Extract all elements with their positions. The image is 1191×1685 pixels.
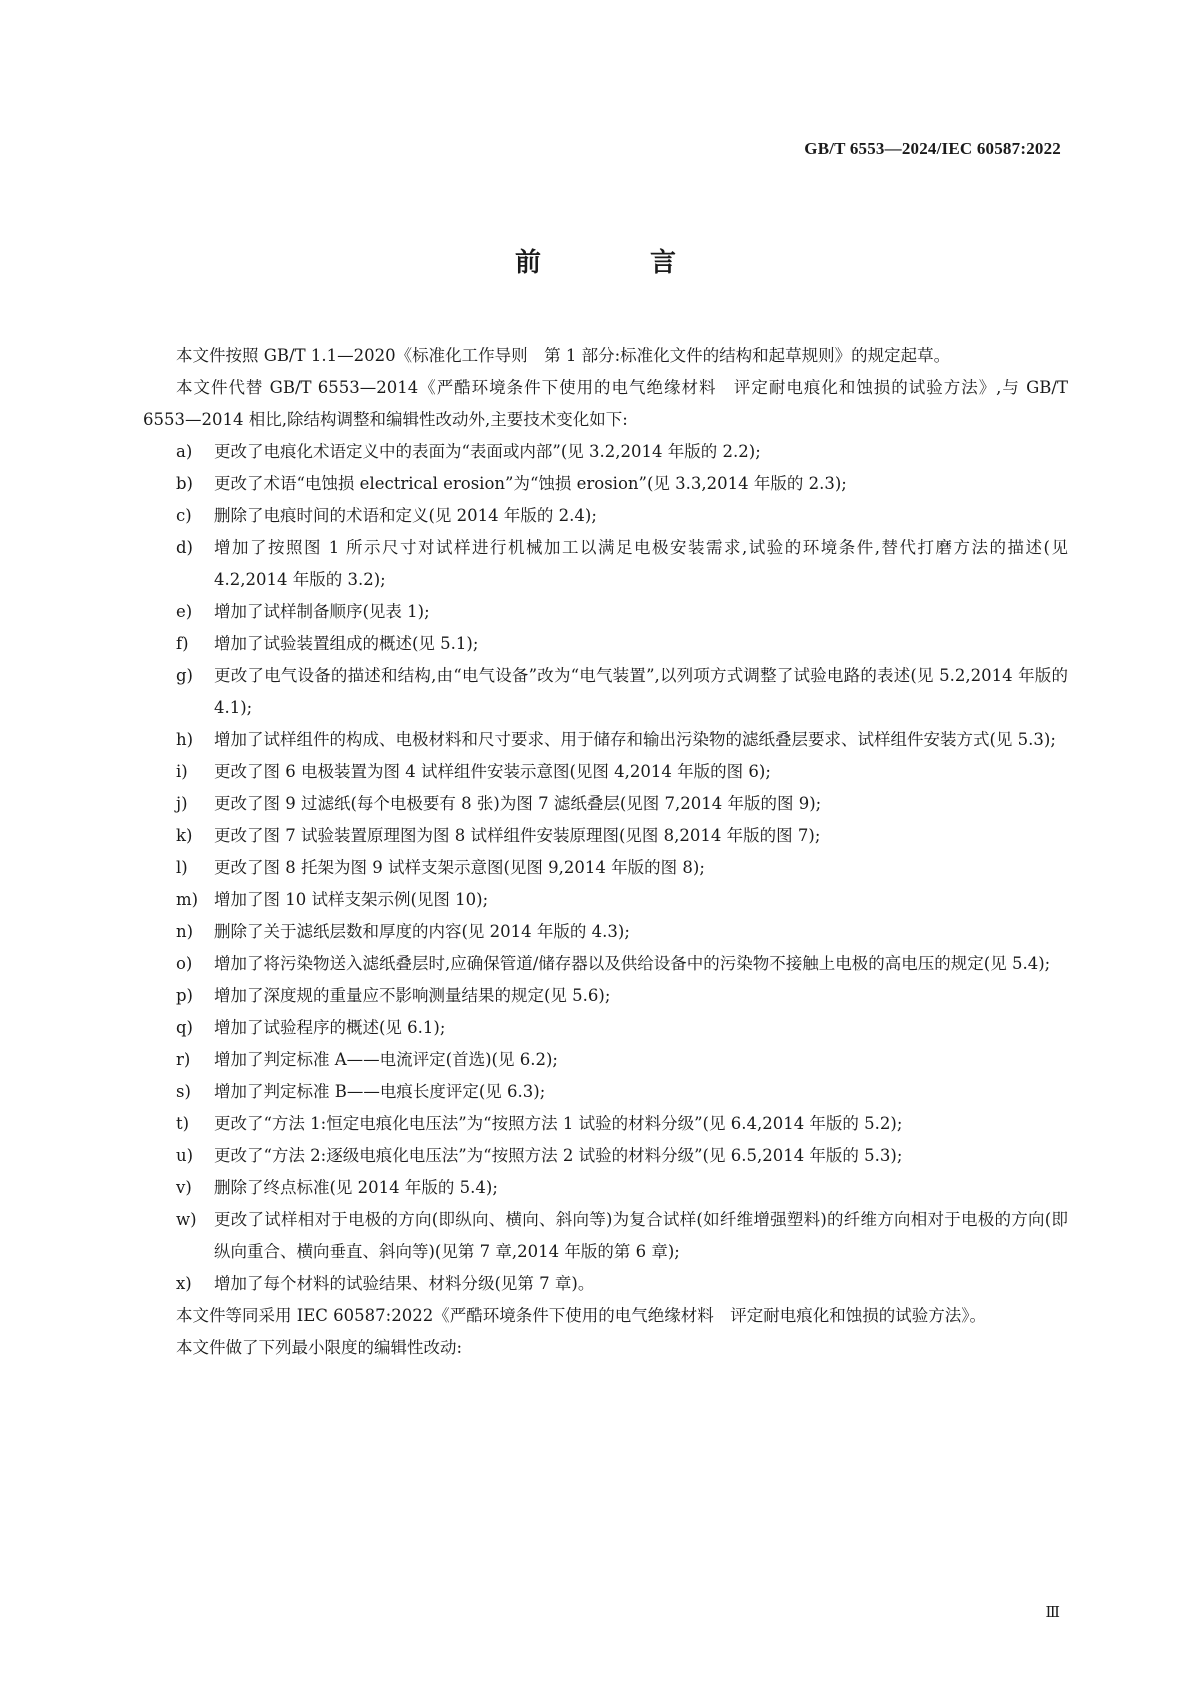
- list-marker: s): [176, 1082, 191, 1101]
- list-item-text: 增加了试样组件的构成、电极材料和尺寸要求、用于储存和输出污染物的滤纸叠层要求、试样组件安装方式(见 5.3);: [214, 730, 1056, 749]
- list-item-text: 更改了图 6 电极装置为图 4 试样组件安装示意图(见图 4,2014 年版的图 6);: [214, 762, 771, 781]
- list-marker: c): [176, 506, 192, 525]
- list-marker: o): [176, 954, 193, 973]
- list-item-text: 增加了试验程序的概述(见 6.1);: [214, 1018, 446, 1037]
- list-item: [143, 660, 1068, 724]
- list-item: [143, 500, 1068, 532]
- list-item: [143, 1140, 1068, 1172]
- list-marker: m): [176, 890, 199, 909]
- list-item: [143, 1076, 1068, 1108]
- list-item-text: 增加了试验装置组成的概述(见 5.1);: [214, 634, 479, 653]
- list-marker: g): [176, 666, 193, 685]
- list-item: [143, 628, 1068, 660]
- list-item-text: 删除了关于滤纸层数和厚度的内容(见 2014 年版的 4.3);: [214, 922, 630, 941]
- list-item-text: 更改了术语“电蚀损 electrical erosion”为“蚀损 erosion”(见 3.3,2014 年版的 2.3);: [214, 474, 847, 493]
- list-item-text: 增加了按照图 1 所示尺寸对试样进行机械加工以满足电极安装需求,试验的环境条件,替代打磨方法的描述(见 4.2,2014 年版的 3.2);: [214, 538, 1068, 589]
- list-marker: e): [176, 602, 193, 621]
- list-marker: w): [176, 1210, 197, 1229]
- list-marker: r): [176, 1050, 191, 1069]
- list-item: [143, 468, 1068, 500]
- list-item-text: 删除了终点标准(见 2014 年版的 5.4);: [214, 1178, 498, 1197]
- list-item: [143, 724, 1068, 756]
- list-marker: f): [176, 634, 189, 653]
- list-item-text: 增加了试样制备顺序(见表 1);: [214, 602, 430, 621]
- list-item-text: 增加了判定标准 A——电流评定(首选)(见 6.2);: [214, 1050, 558, 1069]
- list-item: [143, 436, 1068, 468]
- list-item: [143, 820, 1068, 852]
- list-marker: b): [176, 474, 193, 493]
- list-item: [143, 596, 1068, 628]
- closing-paragraph: 本文件做了下列最小限度的编辑性改动:: [176, 1338, 463, 1357]
- list-item: [143, 948, 1068, 980]
- page-number: Ⅲ: [1045, 1605, 1060, 1621]
- list-item: [143, 532, 1068, 596]
- list-item-text: 更改了电气设备的描述和结构,由“电气设备”改为“电气装置”,以列项方式调整了试验电路的表述(见 5.2,2014 年版的 4.1);: [214, 666, 1068, 717]
- list-item: [143, 788, 1068, 820]
- list-marker: h): [176, 730, 194, 749]
- list-item-text: 增加了每个材料的试验结果、材料分级(见第 7 章)。: [214, 1274, 595, 1293]
- intro-paragraph: 本文件代替 GB/T 6553—2014《严酷环境条件下使用的电气绝缘材料 评定耐电痕化和蚀损的试验方法》,与 GB/T 6553—2014 相比,除结构调整和编辑性改动外,主要技术变化如下:: [143, 378, 1068, 429]
- list-marker: x): [176, 1274, 192, 1293]
- list-item: [143, 756, 1068, 788]
- closing-paragraph: 本文件等同采用 IEC 60587:2022《严酷环境条件下使用的电气绝缘材料 评定耐电痕化和蚀损的试验方法》。: [176, 1306, 986, 1325]
- changes-list: [143, 436, 1068, 1300]
- list-marker: q): [176, 1018, 193, 1037]
- list-item: [143, 1044, 1068, 1076]
- list-item: [143, 1172, 1068, 1204]
- page-title: 前 言: [514, 248, 727, 278]
- list-item-text: 更改了图 8 托架为图 9 试样支架示意图(见图 9,2014 年版的图 8);: [214, 858, 705, 877]
- list-marker: a): [176, 442, 193, 461]
- list-marker: u): [176, 1146, 194, 1165]
- list-marker: j): [176, 794, 188, 813]
- list-item-text: 更改了图 7 试验装置原理图为图 8 试样组件安装原理图(见图 8,2014 年版的图 7);: [214, 826, 821, 845]
- list-item: [143, 980, 1068, 1012]
- list-item-text: 更改了“方法 2:逐级电痕化电压法”为“按照方法 2 试验的材料分级”(见 6.5,2014 年版的 5.3);: [214, 1146, 903, 1165]
- list-item: [143, 1268, 1068, 1300]
- list-item-text: 更改了图 9 过滤纸(每个电极要有 8 张)为图 7 滤纸叠层(见图 7,2014 年版的图 9);: [214, 794, 822, 813]
- list-item-text: 更改了电痕化术语定义中的表面为“表面或内部”(见 3.2,2014 年版的 2.2);: [214, 442, 761, 461]
- list-marker: i): [176, 762, 188, 781]
- intro-paragraph: 本文件按照 GB/T 1.1—2020《标准化工作导则 第 1 部分:标准化文件的结构和起草规则》的规定起草。: [176, 346, 951, 365]
- foreword-body: [143, 340, 1068, 1364]
- list-item-text: 增加了判定标准 B——电痕长度评定(见 6.3);: [214, 1082, 546, 1101]
- list-item: [143, 884, 1068, 916]
- list-item-text: 增加了深度规的重量应不影响测量结果的规定(见 5.6);: [214, 986, 611, 1005]
- document-code: GB/T 6553—2024/IEC 60587:2022: [804, 139, 1061, 158]
- list-item: [143, 1108, 1068, 1140]
- list-item-text: 增加了图 10 试样支架示例(见图 10);: [214, 890, 489, 909]
- list-item-text: 更改了“方法 1:恒定电痕化电压法”为“按照方法 1 试验的材料分级”(见 6.4,2014 年版的 5.2);: [214, 1114, 903, 1133]
- list-item: [143, 852, 1068, 884]
- list-item: [143, 1012, 1068, 1044]
- list-marker: t): [176, 1114, 190, 1133]
- list-marker: n): [176, 922, 194, 941]
- list-marker: k): [176, 826, 193, 845]
- list-marker: v): [176, 1178, 192, 1197]
- list-marker: l): [176, 858, 188, 877]
- list-marker: p): [176, 986, 193, 1005]
- list-item: [143, 916, 1068, 948]
- list-item-text: 删除了电痕时间的术语和定义(见 2014 年版的 2.4);: [214, 506, 597, 525]
- list-marker: d): [176, 538, 193, 557]
- list-item-text: 增加了将污染物送入滤纸叠层时,应确保管道/储存器以及供给设备中的污染物不接触上电极的高电压的规定(见 5.4);: [214, 954, 1051, 973]
- list-item: [143, 1204, 1068, 1268]
- list-item-text: 更改了试样相对于电极的方向(即纵向、横向、斜向等)为复合试样(如纤维增强塑料)的纤维方向相对于电极的方向(即纵向重合、横向垂直、斜向等)(见第 7 章,2014 年版的第 6 章);: [214, 1210, 1068, 1261]
